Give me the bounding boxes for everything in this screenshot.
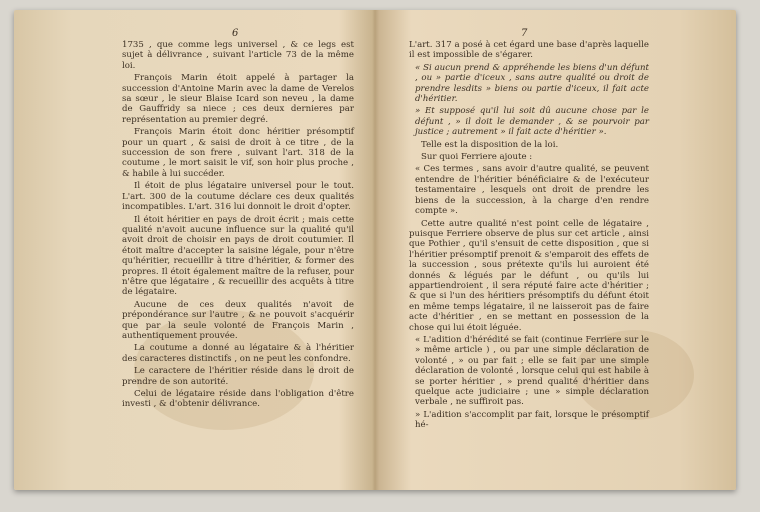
quotation: « Si aucun prend & appréhende les biens d'un défunt , ou » partie d'iceux , sans autre qualité ou droit de prendre lesdits » biens ou partie d'iceux, il fait acte d'héritier. (415, 62, 649, 105)
paragraph: La coutume a donné au légataire & à l'héritier des caracteres distinctifs , on ne peut les confondre. (122, 343, 354, 364)
left-page-body (122, 40, 354, 412)
right-page-body (409, 40, 649, 433)
quotation: « L'adition d'hérédité se fait (continue Ferriere sur le » même article ) , ou par une simple déclaration de volonté , » ou par fait ; elle se fait par une simple déclaration de volonté , lorsque celui qui est habile à se porter héritier , » prend qualité d'héritier dans quelque acte judiciaire ; une » simple déclaration verbale , ne suffiroit pas. (415, 334, 649, 408)
paragraph: Il étoit héritier en pays de droit écrit ; mais cette qualité n'avoit aucune influence sur la qualité qu'il avoit droit de choisir en pays de droit coutumier. Il étoit maître d'accepter la saisine légale, pour n'être qu'héritier, recueillir à titre d'héritier, & former des propres. Il étoit également maître de la refuser, pour n'être que légataire , & recueillir des acquêts à titre de légataire. (122, 214, 354, 298)
right-page (376, 10, 736, 490)
paragraph: Celui de légataire réside dans l'obligation d'être investi , & d'obtenir délivrance. (122, 389, 354, 410)
page-number: 7 (521, 28, 528, 39)
paragraph: L'art. 317 a posé à cet égard une base d'après laquelle il est impossible de s'égarer. (409, 40, 649, 61)
paragraph: Sur quoi Ferriere ajoute : (421, 152, 533, 163)
quotation: « Ces termes , sans avoir d'autre qualité, se peuvent entendre de l'héritier bénéficiaire & de l'exécuteur testamentaire , lesquels ont droit de prendre les biens de la succession, à la charge d'en rendre compte ». (415, 164, 649, 217)
quotation: » Et supposé qu'il lui soit dû aucune chose par le défunt , » il doit le demander , & se pourvoir par justice ; autrement » il fait acte d'héritier ». (415, 106, 649, 138)
paragraph: Cette autre qualité n'est point celle de légataire , puisque Ferriere observe de plus sur cet article , ainsi que Pothier , qu'il s'ensuit de cette disposition , que si l'héritier présomptif prenoit & s'emparoit des effets de la succession , sous prétexte qu'ils lui auroient été donnés & légués par le défunt , ou qu'ils lui appartiendroient , il sera réputé faire acte d'héritier ; & que si l'un des héritiers présomptifs du défunt étoit en même temps légataire, il ne laisseroit pas de faire acte d'héritier , en se mettant en possession de la chose qui lui étoit léguée. (409, 218, 649, 333)
page-number: 6 (232, 28, 239, 39)
paragraph: 1735 , que comme legs universel , & ce legs est sujet à délivrance , suivant l'article 73 de la même loi. (122, 40, 354, 71)
paragraph: Le caractere de l'héritier réside dans le droit de prendre de son autorité. (122, 366, 354, 387)
paragraph: François Marin étoit donc héritier présomptif pour un quart , & saisi de droit à ce titre , de la succession de son frere , suivant l'art. 318 de la coutume , le mort saisit le vif, son hoir plus proche , & habile à lui succéder. (122, 127, 354, 179)
open-book-spread (14, 10, 736, 490)
quotation: » L'adition s'accomplit par fait, lorsque le présomptif hé- (415, 409, 649, 431)
paragraph: Aucune de ces deux qualités n'avoit de prépondérance sur l'autre , & ne pouvoit s'acquérir que par la seule volonté de François Marin , authentiquement prouvée. (122, 299, 354, 341)
paragraph: François Marin étoit appelé à partager la succession d'Antoine Marin avec la dame de Verelos sa sœur , le sieur Blaise Icard son neveu , la dame de Gauffridy sa niece ; ces deux dernieres par représentation au premier degré. (122, 73, 354, 125)
left-page (14, 10, 374, 490)
paragraph: Il étoit de plus légataire universel pour le tout. L'art. 300 de la coutume déclare ces deux qualités incompatibles. L'art. 316 lui donnoit le droit d'opter. (122, 181, 354, 213)
paragraph: Telle est la disposition de la loi. (421, 139, 559, 150)
